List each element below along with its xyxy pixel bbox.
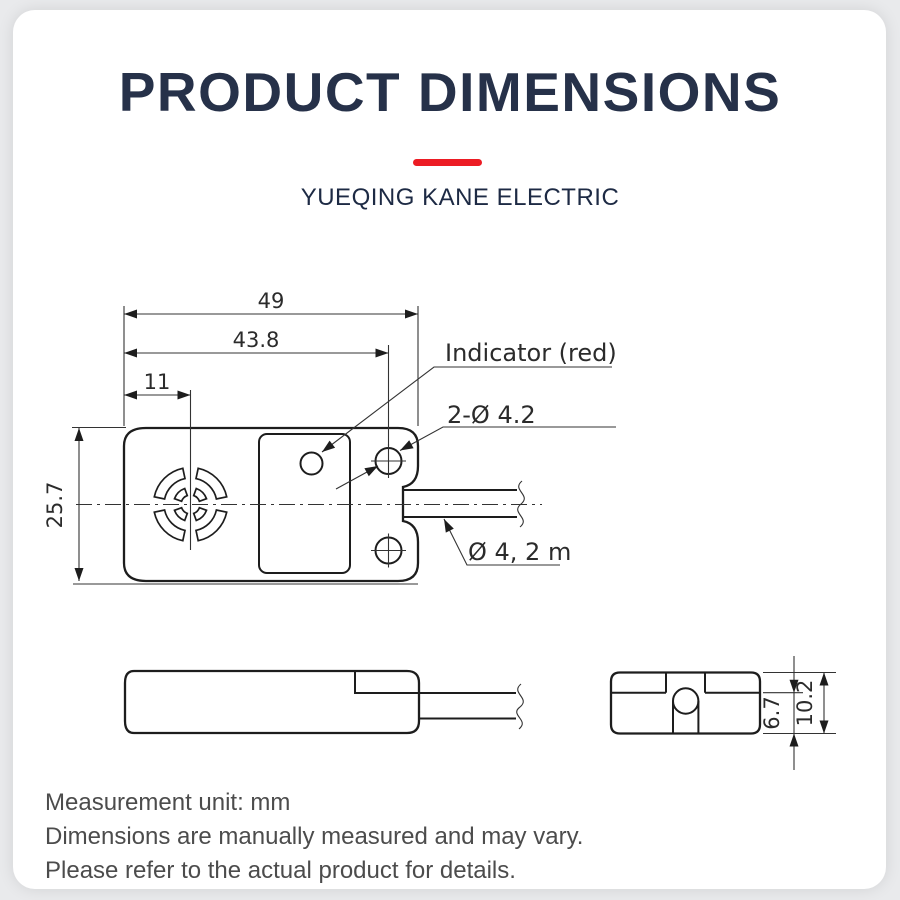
svg-text:2-Ø 4.2: 2-Ø 4.2: [447, 401, 536, 429]
sensor-end-view: [611, 673, 760, 734]
svg-text:49: 49: [257, 289, 285, 313]
svg-text:10.2: 10.2: [793, 679, 817, 727]
sensor-side-view: [125, 671, 523, 733]
side-view-outline: [125, 671, 419, 733]
note-measurement-unit: Measurement unit: mm: [45, 789, 291, 816]
dim-end-total: [793, 673, 829, 734]
svg-text:11: 11: [143, 370, 171, 394]
note-disclaimer-1: Dimensions are manually measured and may vary.: [45, 823, 584, 850]
dim-overall-width: [124, 289, 418, 426]
side-cable-line: [413, 684, 523, 729]
svg-text:43.8: 43.8: [232, 328, 280, 352]
page-title: PRODUCT DIMENSIONS: [118, 61, 782, 123]
notes-block: [45, 786, 583, 888]
end-view-outline: [611, 673, 760, 734]
dim-coil-offset: [124, 370, 191, 400]
note-disclaimer-2: Please refer to the actual product for details.: [45, 857, 516, 884]
svg-text:Indicator (red): Indicator (red): [445, 339, 617, 367]
svg-text:6.7: 6.7: [760, 696, 784, 730]
svg-text:25.7: 25.7: [43, 481, 67, 529]
brand-subtitle: YUEQING KANE ELECTRIC: [300, 184, 620, 211]
label-cable: [444, 519, 571, 566]
side-cable-break-icon: [517, 684, 524, 729]
svg-text:Ø 4, 2 m: Ø 4, 2 m: [468, 538, 572, 566]
